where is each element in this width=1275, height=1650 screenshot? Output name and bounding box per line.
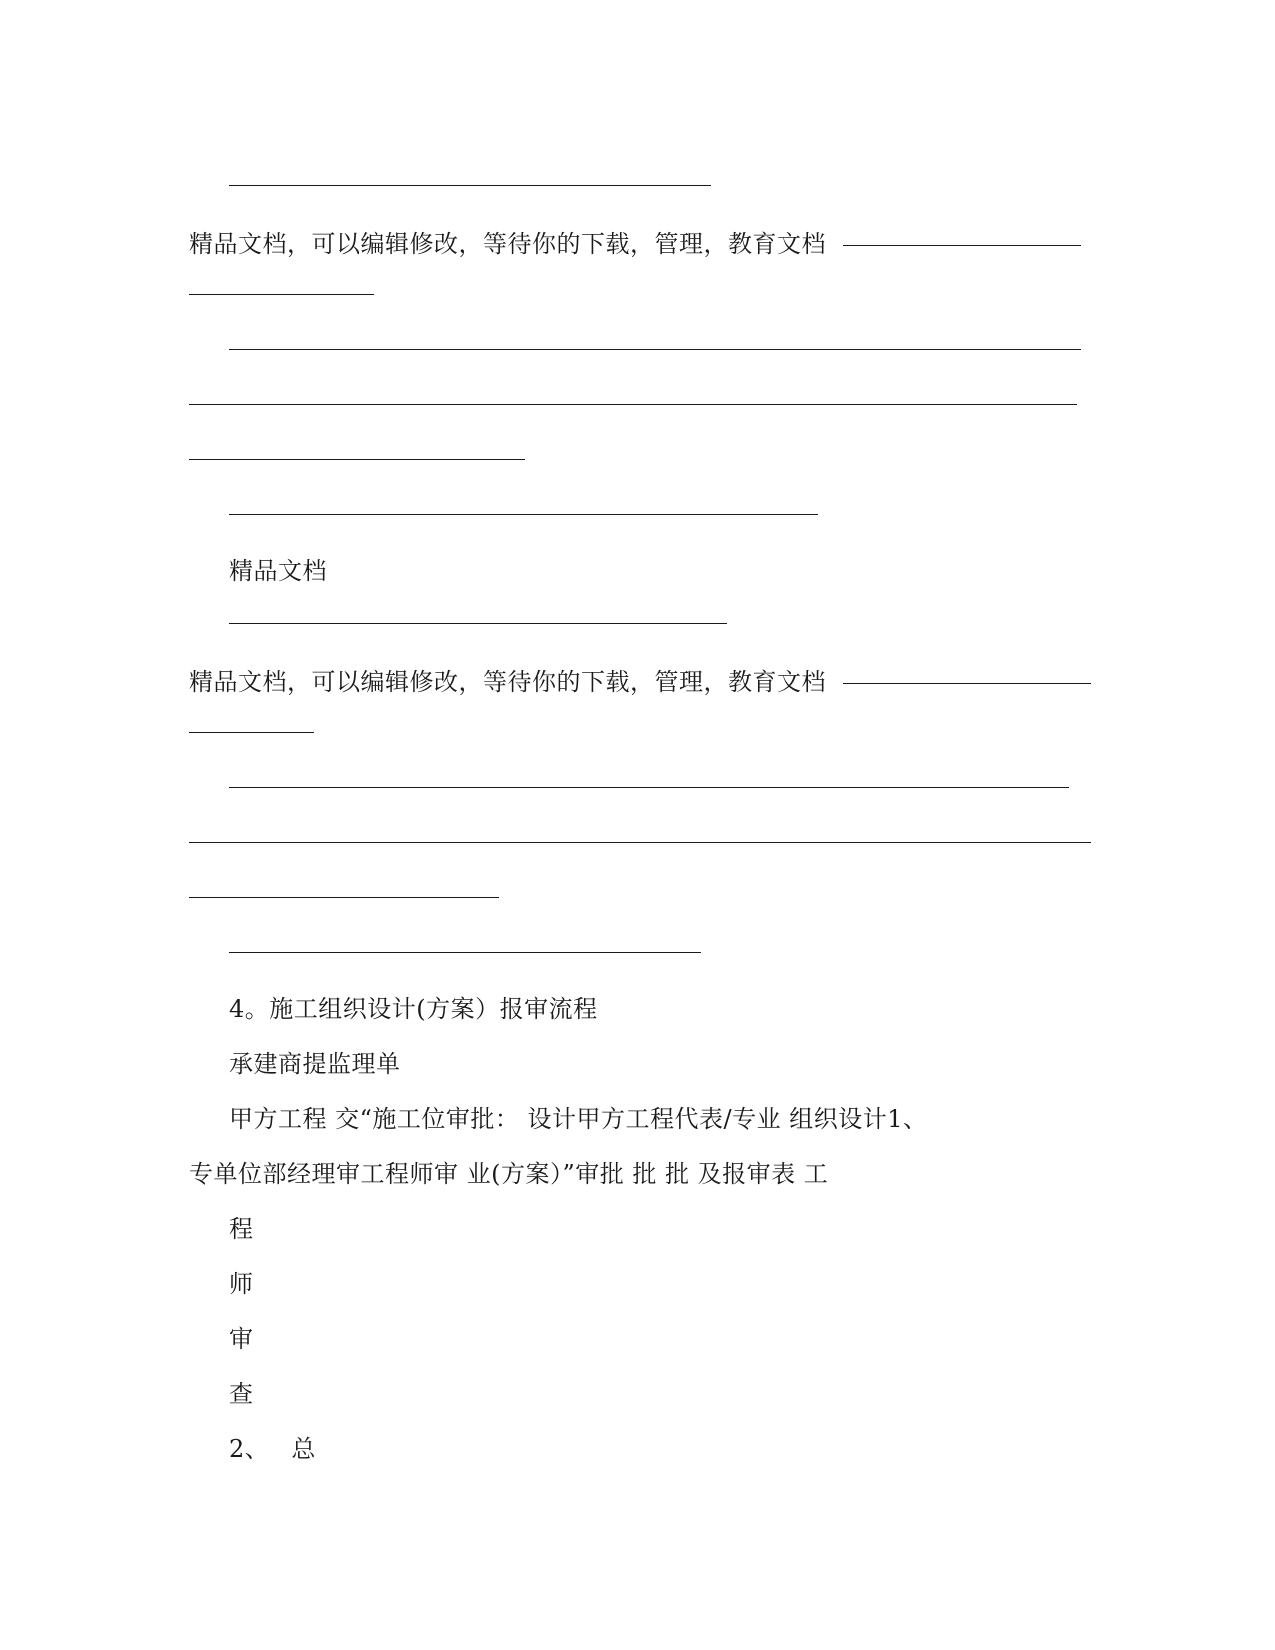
separator-line	[229, 514, 818, 515]
separator-line	[189, 842, 1091, 843]
separator-line	[229, 349, 1081, 350]
section-title: 4。施工组织设计(方案）报审流程	[229, 995, 598, 1023]
flow-line-1: 承建商提监理单	[229, 1050, 401, 1078]
vertical-char: 程	[229, 1215, 254, 1243]
header-text: 精品文档	[229, 557, 327, 585]
separator-line	[189, 897, 499, 898]
notice-text: 精品文档，可以编辑修改，等待你的下载，管理，教育文档	[189, 230, 826, 258]
separator-line	[189, 732, 314, 733]
step-2-number: 2、	[229, 1435, 270, 1463]
notice-line-2	[189, 667, 826, 697]
step-2-text: 总	[291, 1435, 316, 1463]
separator-line	[229, 787, 1069, 788]
separator-line	[229, 952, 701, 953]
separator-line	[229, 623, 727, 624]
notice-text: 精品文档，可以编辑修改，等待你的下载，管理，教育文档	[189, 668, 826, 696]
separator-line	[189, 459, 525, 460]
vertical-char: 查	[229, 1380, 254, 1408]
separator-line	[189, 404, 1077, 405]
separator-line	[229, 185, 711, 186]
notice-line-1	[189, 229, 826, 259]
flow-line-2: 甲方工程 交“施工位审批： 设计甲方工程代表/专业 组织设计1、	[229, 1105, 928, 1133]
separator-line	[843, 683, 1091, 684]
vertical-char: 师	[229, 1270, 254, 1298]
step-2-line	[229, 1434, 316, 1464]
flow-line-3: 专单位部经理审工程师审 业(方案）”审批 批 批 及报审表 工	[189, 1160, 829, 1188]
separator-line	[189, 294, 374, 295]
vertical-char: 审	[229, 1325, 254, 1353]
separator-line	[843, 245, 1081, 246]
